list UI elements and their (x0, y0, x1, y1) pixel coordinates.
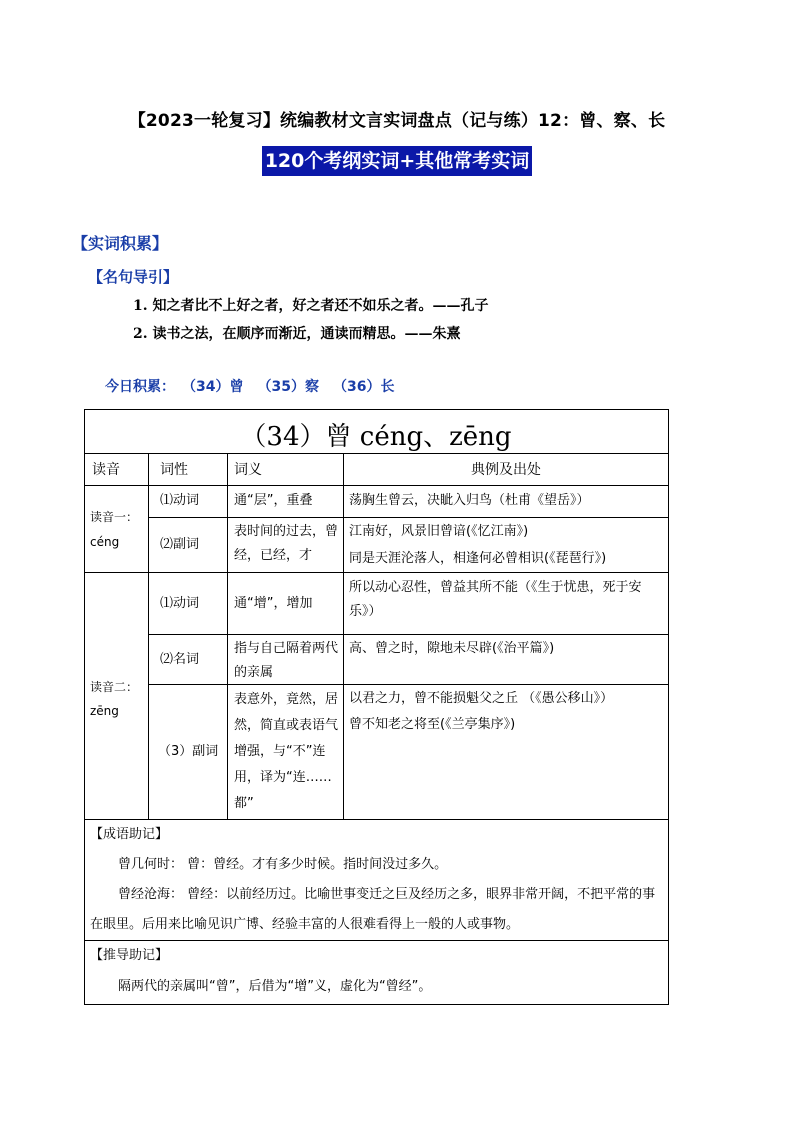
quote-2: 2. 读书之法，在顺序而渐近，通读而精思。——朱熹 (133, 326, 461, 342)
table-border (227, 453, 228, 820)
word-meaning: 指与自己隔着两代的亲属 (234, 641, 339, 680)
table-border (84, 453, 669, 454)
subtitle-container (0, 146, 794, 176)
word-heading: （34）曾 céng、zēng (240, 422, 512, 452)
reading-label: 读音一： (90, 510, 139, 524)
part-of-speech: ⑴动词 (160, 493, 200, 508)
part-of-speech: ⑴动词 (160, 596, 200, 611)
subtitle-highlight: 120个考纲实词+其他常考实词 (262, 146, 533, 176)
today-item: （36）长 (332, 379, 395, 395)
part-of-speech: ⑵副词 (160, 537, 200, 552)
quote-1: 1. 知之者比不上好之者，好之者还不如乐之者。——孔子 (133, 298, 489, 314)
example: 同是天涯沦落人，相逢何必曾相识(《琵琶行》) (349, 551, 607, 566)
table-border (84, 572, 669, 573)
today-item: （34）曾 (189, 379, 244, 395)
example: 江南好，风景旧曾谙(《忆江南》) (349, 524, 529, 539)
today-accumulation (105, 376, 408, 396)
table-border (84, 409, 85, 1005)
column-header: 读音 (92, 462, 120, 478)
table-border (84, 1004, 669, 1005)
reading-pinyin: zēng (90, 704, 119, 718)
part-of-speech: ⑵名词 (160, 652, 200, 667)
word-meaning: 通“增”，增加 (234, 596, 313, 611)
table-border (668, 409, 669, 1005)
idiom-mnemonic-title: 【成语助记】 (90, 827, 169, 842)
example: 曾不知老之将至(《兰亭集序》) (349, 717, 516, 732)
column-header: 词义 (234, 462, 262, 478)
idiom-line: 在眼里。后用来比喻见识广博、经验丰富的人很难看得上一般的人或事物。 (90, 917, 520, 932)
word-meaning: 表意外，竟然，居然，简直或表语气增强，与“不”连用，译为“连……都” (234, 692, 339, 811)
example: 以君之力，曾不能损魁父之丘 （《愚公移山》） (349, 691, 614, 706)
idiom-line: 曾经沧海： 曾经：以前经历过。比喻世事变迁之巨及经历之多，眼界非常开阔，不把平常的事 (118, 887, 656, 902)
part-of-speech: （3）副词 (158, 744, 219, 759)
reading-label: 读音二： (90, 680, 139, 694)
today-label: 今日积累： (105, 379, 175, 395)
idiom-line: 曾几何时： 曾：曾经。才有多少时候。指时间没过多久。 (118, 857, 448, 872)
example: 所以动心忍性，曾益其所不能（《生于忧患，死于安乐》） (349, 580, 642, 619)
derive-line: 隔两代的亲属叫“曾”，后借为“增”义，虚化为“曾经”。 (118, 979, 432, 994)
example: 高、曾之时，隙地未尽辟(《治平篇》) (349, 641, 555, 656)
reading-pinyin: céng (90, 535, 120, 549)
table-border (84, 409, 669, 410)
example: 荡胸生曾云，决眦入归鸟（杜甫《望岳》） (349, 493, 590, 508)
column-header: 词性 (160, 462, 188, 478)
table-border (84, 940, 669, 941)
table-border (84, 485, 669, 486)
quotes-heading: 【名句导引】 (88, 268, 179, 286)
today-item: （35）察 (257, 379, 319, 395)
word-meaning: 表时间的过去，曾经，已经，才 (234, 524, 339, 563)
column-header: 典例及出处 (471, 462, 541, 478)
table-border (148, 453, 149, 820)
word-meaning: 通“层”，重叠 (234, 493, 313, 508)
derive-mnemonic-title: 【推导助记】 (90, 948, 169, 963)
document-title: 【2023一轮复习】统编教材文言实词盘点（记与练）12：曾、察、长 (128, 111, 666, 131)
table-border (84, 819, 669, 820)
section-heading: 【实词积累】 (72, 234, 169, 253)
